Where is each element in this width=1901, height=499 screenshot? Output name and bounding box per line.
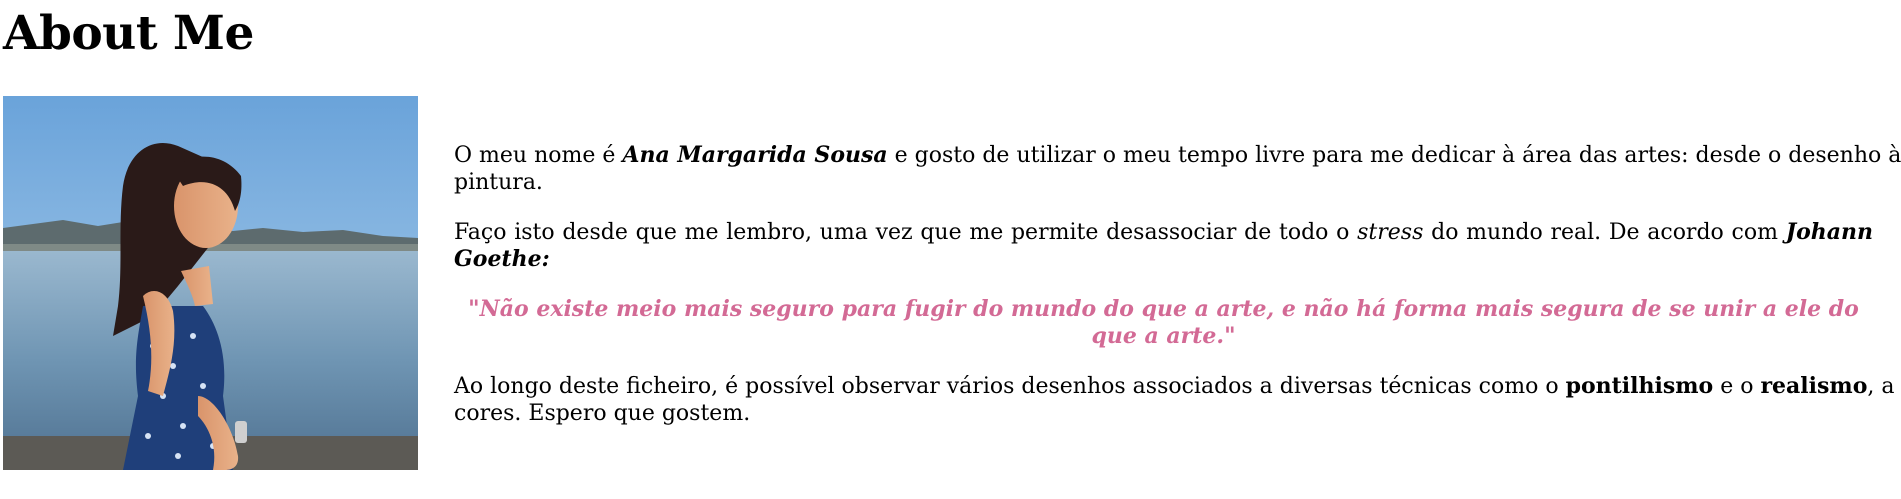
author-name: Ana Margarida Sousa [622,142,888,168]
quote-author-last: Goethe: [454,246,550,272]
paragraph2-line-2 [454,246,1873,273]
paragraph2-text-continued: do mundo real. De acordo com [1423,220,1786,245]
paragraph2-line-1 [454,219,1873,246]
paragraph3-line-2: cores. Espero que gostem. [454,401,751,426]
paragraph2-text: Faço isto desde que me lembro, uma vez que me permite desassociar de todo o [454,220,1358,245]
paragraph3-line-1 [454,373,1895,400]
paragraph3-connector: e o [1713,374,1761,399]
quote-author-first: Johann [1785,219,1874,245]
intro-text-continued: e gosto de utilizar o meu tempo livre para me dedicar à área das artes: desde o desenho à [887,143,1901,168]
about-text [454,142,1901,427]
page-title: About Me [3,6,254,61]
profile-photo [3,96,418,470]
paragraph3-text: Ao longo deste ficheiro, é possível observar vários desenhos associados a diversas técnicas como o [454,374,1566,399]
paragraph3-text-end: , a [1867,374,1895,399]
quote-line-2: que a arte." [1091,323,1236,349]
stress-word: stress [1357,220,1424,245]
intro-text: O meu nome é [454,143,623,168]
quote-line-1: "Não existe meio mais seguro para fugir do mundo do que a arte, e não há forma mais segura de se unir a ele do [468,296,1859,322]
term-pontilhismo: pontilhismo [1565,373,1714,399]
intro-line-2: pintura. [454,170,543,195]
term-realismo: realismo [1760,373,1868,399]
intro-line-1 [454,142,1901,169]
